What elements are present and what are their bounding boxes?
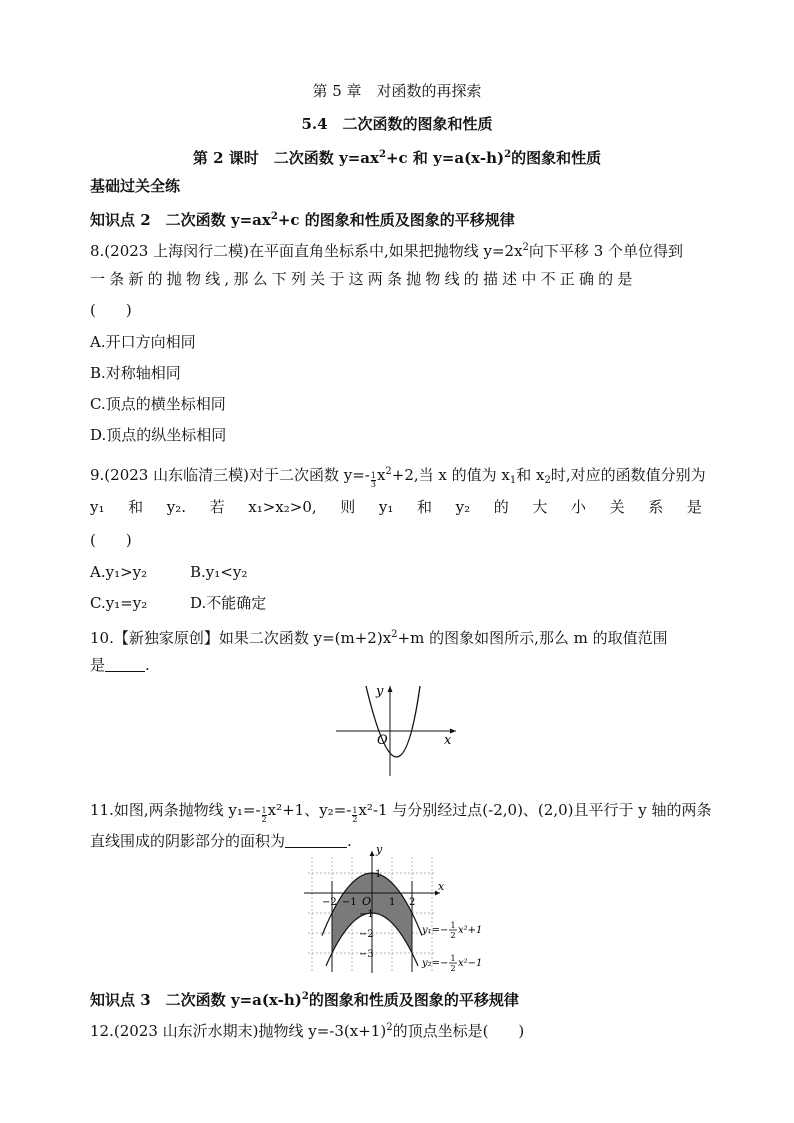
section-title: 5.4 二次函数的图象和性质 <box>301 115 493 133</box>
q10-line1: 10.【新独家原创】如果二次函数 $y=(m+2)x^2+m$ 的图象如图所示,那么 m 的取值范围 <box>90 629 668 647</box>
svg-text:x²+1: x²+1 <box>458 925 483 936</box>
q9-option-a: A.y₁>y₂ <box>90 563 148 581</box>
q11-fraction-1: $\frac{1}{2}$ <box>261 806 267 824</box>
q8-option-d: D.顶点的纵坐标相同 <box>90 426 227 444</box>
q11-tick-y-neg2: −2 <box>359 929 374 940</box>
q11-y-arrow-icon <box>370 851 375 856</box>
q11-tick-y-neg1: −1 <box>359 909 374 920</box>
q11-answer-blank[interactable] <box>285 833 347 848</box>
q9-line1: 9.(2023 山东临清三模)对于二次函数 y=- $\frac{1}{3}$ $x^2+2$,当 x 的值为 $x_1$和 $x_2$时,对应的函数值分别为 <box>90 466 706 489</box>
q8-option-b: B.对称轴相同 <box>90 364 181 382</box>
q11-tick-y-neg3: −3 <box>359 949 374 960</box>
q11-tick-y-1: 1 <box>375 869 382 880</box>
svg-text:y₁=−: y₁=− <box>422 925 449 936</box>
q9-fraction: $\frac{1}{3}$ <box>370 471 376 489</box>
q10-graph <box>332 678 460 778</box>
q9-answer-paren: ( ) <box>90 531 132 549</box>
q10-y-label: y <box>376 684 384 699</box>
q11-x-label: x <box>438 880 445 893</box>
q8-answer-paren: ( ) <box>90 301 132 319</box>
svg-text:2: 2 <box>450 964 456 973</box>
practice-title: 基础过关全练 <box>90 177 181 195</box>
q9-option-d: D.不能确定 <box>190 594 267 612</box>
q11-origin-label: O <box>362 895 372 908</box>
q11-label-y2 <box>421 954 482 973</box>
q12-line1: 12.(2023 山东沂水期末)抛物线 $y=-3(x+1)^2$的顶点坐标是( ) <box>90 1022 525 1040</box>
q10-y-arrow-icon <box>388 686 393 692</box>
q11-tick-x-1: 1 <box>389 897 396 908</box>
q10-answer-blank[interactable] <box>105 657 145 672</box>
svg-text:y₂=−: y₂=− <box>422 958 449 969</box>
svg-text:x²−1: x²−1 <box>458 958 483 969</box>
q10-parabola <box>366 686 420 757</box>
knowledge-point-3: 知识点 3 二次函数 $y=a(x-h)^2$的图象和性质及图象的平移规律 <box>90 991 519 1009</box>
q11-tick-x-neg1: −1 <box>342 897 357 908</box>
q11-label-y1 <box>421 921 482 940</box>
q11-tick-x-neg2: −2 <box>322 897 337 908</box>
q9-line2: y₁ 和 y₂. 若 x₁>x₂>0, 则 y₁ 和 y₂ 的 大 小 关 系 是 <box>90 498 702 516</box>
q11-line2: 直线围成的阴影部分的面积为 . <box>90 832 352 850</box>
lesson-title: 第 2 课时 二次函数 $y=ax^2+c$ 和 $y=a(x-h)^2$的图象和性质 <box>192 149 602 167</box>
svg-text:1: 1 <box>450 954 456 963</box>
q11-line1: 11.如图,两条抛物线 y₁=- $\frac{1}{2}$ x²+1、y₂=- $\frac{1}{2}$ x²-1 与分别经过点(-2,0)、(2,0)且平行于 y 轴的两条 <box>90 801 712 824</box>
knowledge-point-2: 知识点 2 二次函数 $y=ax^2+c$ 的图象和性质及图象的平移规律 <box>90 211 515 229</box>
q11-y-label: y <box>376 843 383 856</box>
q8-option-a: A.开口方向相同 <box>90 333 196 351</box>
q8-line2: 一条新的抛物线,那么下列关于这两条抛物线的描述中不正确的是 <box>90 270 637 288</box>
q9-option-b: B.y₁<y₂ <box>190 563 248 581</box>
q11-fraction-2: $\frac{1}{2}$ <box>352 806 358 824</box>
q9-option-c: C.y₁=y₂ <box>90 594 148 612</box>
q8-line1: 8.(2023 上海闵行二模)在平面直角坐标系中,如果把抛物线 $y=2x^2$向下平移 3 个单位得到 <box>90 242 684 260</box>
q10-x-label: x <box>444 733 452 748</box>
q10-line2: 是 . <box>90 656 150 674</box>
svg-text:1: 1 <box>450 921 456 930</box>
svg-text:2: 2 <box>450 931 456 940</box>
q11-graph <box>300 843 490 980</box>
q10-origin-label: O <box>377 733 388 748</box>
q8-option-c: C.顶点的横坐标相同 <box>90 395 226 413</box>
chapter-title: 第 5 章 对函数的再探索 <box>312 82 482 100</box>
q11-tick-x-2: 2 <box>409 897 416 908</box>
